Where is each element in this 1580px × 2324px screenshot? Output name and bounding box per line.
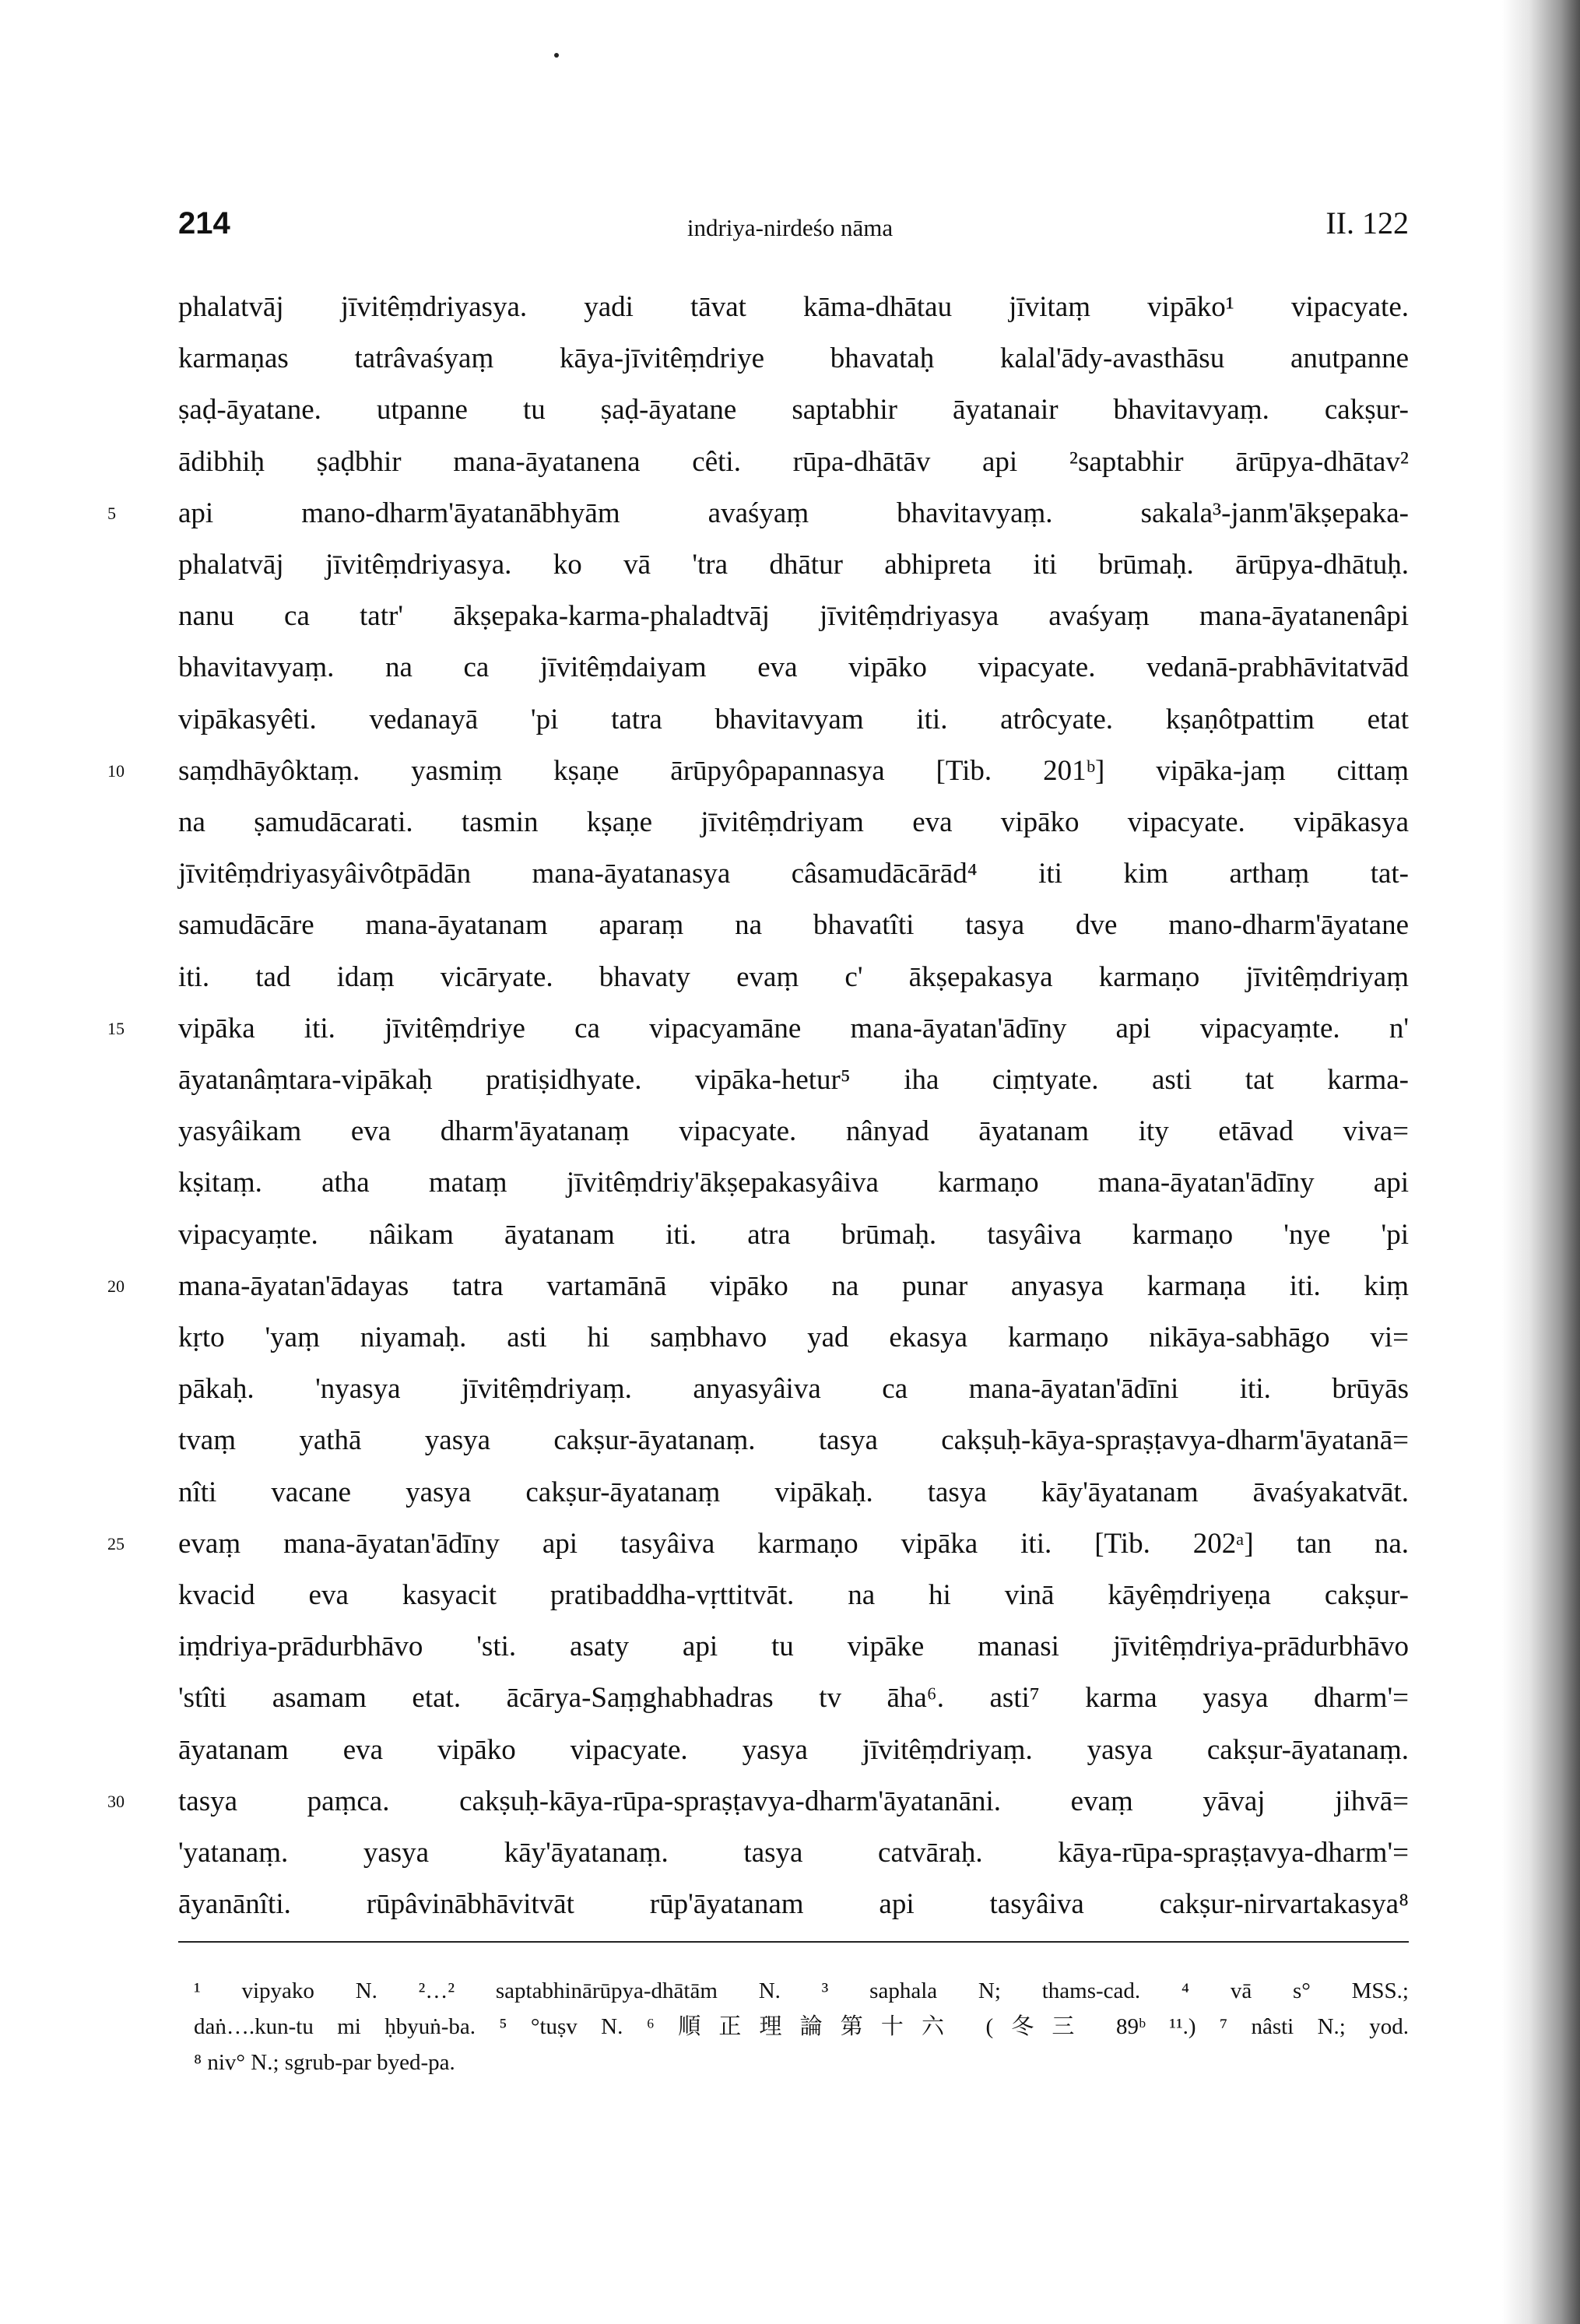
- text-line: na ṣamudācarati. tasmin kṣaṇe jīvitêṃdriyam eva vipāko vipacyate. vipākasya: [178, 806, 1409, 838]
- text-line: 'yatanaṃ. yasya kāy'āyatanaṃ. tasya catvāraḥ. kāya-rūpa-spraṣṭavya-dharm'=: [178, 1837, 1409, 1869]
- footnote-line: ¹ vipyako N. ²…² saptabhinārūpya-dhātām N. ³ saphala N; thams-cad. ⁴ vā s° MSS.;: [194, 1978, 1409, 2003]
- section-reference: II. 122: [1325, 205, 1409, 240]
- text-line: āyatanâṃtara-vipākaḥ pratiṣidhyate. vipāka-hetur⁵ iha ciṃtyate. asti tat karma-: [178, 1064, 1409, 1096]
- line-number: 25: [107, 1533, 125, 1553]
- text-line: evaṃ mana-āyatan'ādīny api tasyâiva karmaṇo vipāka iti. [Tib. 202ᵃ] tan na.: [178, 1527, 1409, 1560]
- line-number: 5: [107, 503, 116, 523]
- footnote-line: daṅ….kun-tu mi ḥbyuṅ-ba. ⁵ °tuṣv N. ⁶ 順正理論第十六 (冬三 89ᵇ ¹¹.) ⁷ nâsti N.; yod.: [194, 2014, 1409, 2039]
- text-line: phalatvāj jīvitêṃdriyasya. yadi tāvat kāma-dhātau jīvitaṃ vipāko¹ vipacyate.: [178, 291, 1409, 323]
- line-number: 10: [107, 760, 125, 781]
- text-line: saṃdhāyôktaṃ. yasmiṃ kṣaṇe ārūpyôpapannasya [Tib. 201ᵇ] vipāka-jaṃ cittaṃ: [178, 754, 1409, 787]
- text-line: bhavitavyaṃ. na ca jīvitêṃdaiyam eva vipāko vipacyate. vedanā-prabhāvitatvād: [178, 651, 1409, 684]
- line-number: 30: [107, 1791, 125, 1811]
- text-line: phalatvāj jīvitêṃdriyasya. ko vā 'tra dhātur abhipreta iti brūmaḥ. ārūpya-dhātuḥ.: [178, 549, 1409, 581]
- text-line: jīvitêṃdriyasyâivôtpādān mana-āyatanasya câsamudācārād⁴ iti kim arthaṃ tat-: [178, 858, 1409, 890]
- text-line: iṃdriya-prādurbhāvo 'sti. asaty api tu vipāke manasi jīvitêṃdriya-prādurbhāvo: [178, 1631, 1409, 1663]
- text-line: iti. tad idaṃ vicāryate. bhavaty evaṃ c' ākṣepakasya karmaṇo jīvitêṃdriyaṃ: [178, 960, 1409, 993]
- text-line: 'stîti asamam etat. ācārya-Saṃghabhadras tv āha⁶. asti⁷ karma yasya dharm'=: [178, 1682, 1409, 1715]
- text-line: āyatanam eva vipāko vipacyate. yasya jīvitêṃdriyaṃ. yasya cakṣur-āyatanaṃ.: [178, 1733, 1409, 1766]
- running-title: indriya-nirdeśo nāma: [686, 214, 894, 241]
- text-line: vipāka iti. jīvitêṃdriye ca vipacyamāne mana-āyatan'ādīny api vipacyaṃte. n': [178, 1012, 1409, 1044]
- text-line: kvacid eva kasyacit pratibaddha-vṛttitvāt. na hi vinā kāyêṃdriyeṇa cakṣur-: [178, 1579, 1409, 1611]
- text-line: samudācāre mana-āyatanam aparaṃ na bhavatîti tasya dve mano-dharm'āyatane: [178, 909, 1409, 942]
- text-line: vipacyaṃte. nâikam āyatanam iti. atra brūmaḥ. tasyâiva karmaṇo 'nye 'pi: [178, 1218, 1409, 1251]
- text-line: ādibhiḥ ṣaḍbhir mana-āyatanena cêti. rūpa-dhātāv api ²saptabhir ārūpya-dhātav²: [178, 445, 1409, 478]
- text-line: nanu ca tatr' ākṣepaka-karma-phaladtvāj jīvitêṃdriyasya avaśyaṃ mana-āyatanenâpi: [178, 600, 1409, 633]
- text-line: vipākasyêti. vedanayā 'pi tatra bhavitavyam iti. atrôcyate. kṣaṇôtpattim etat: [178, 703, 1409, 735]
- text-line: kṛto 'yaṃ niyamaḥ. asti hi saṃbhavo yad ekasya karmaṇo nikāya-sabhāgo vi=: [178, 1322, 1409, 1353]
- text-line: ṣaḍ-āyatane. utpanne tu ṣaḍ-āyatane saptabhir āyatanair bhavitavyaṃ. cakṣur-: [178, 394, 1409, 427]
- text-line: pākaḥ. 'nyasya jīvitêṃdriyaṃ. anyasyâiva ca mana-āyatan'ādīni iti. brūyās: [178, 1373, 1409, 1406]
- text-line: mana-āyatan'ādayas tatra vartamānā vipāko na punar anyasya karmaṇa iti. kiṃ: [178, 1269, 1409, 1302]
- footnote-divider: [178, 1941, 1409, 1943]
- line-number: 20: [107, 1276, 125, 1296]
- scan-speck: [554, 53, 559, 58]
- text-line: karmaṇas tatrâvaśyaṃ kāya-jīvitêṃdriye bhavataḥ kalal'ādy-avasthāsu anutpanne: [178, 342, 1409, 375]
- text-line: nîti vacane yasya cakṣur-āyatanaṃ vipākaḥ. tasya kāy'āyatanam āvaśyakatvāt.: [178, 1476, 1409, 1508]
- line-number: 15: [107, 1018, 125, 1038]
- scan-shadow-edge: [1502, 0, 1580, 2324]
- page-number: 214: [178, 206, 230, 240]
- text-line: tasya paṃca. cakṣuḥ-kāya-rūpa-spraṣṭavya-dharm'āyatanāni. evaṃ yāvaj jihvā=: [178, 1785, 1409, 1817]
- text-line: api mano-dharm'āyatanābhyām avaśyaṃ bhavitavyaṃ. sakala³-janm'ākṣepaka-: [178, 497, 1409, 529]
- text-line: āyanānîti. rūpâvinābhāvitvāt rūp'āyatanam api tasyâiva cakṣur-nirvartakasya⁸: [178, 1888, 1409, 1921]
- text-line: kṣitaṃ. atha mataṃ jīvitêṃdriy'ākṣepakasyâiva karmaṇo mana-āyatan'ādīny api: [178, 1167, 1409, 1199]
- text-line: yasyâikam eva dharm'āyatanaṃ vipacyate. nânyad āyatanam ity etāvad viva=: [178, 1115, 1409, 1148]
- text-line: tvaṃ yathā yasya cakṣur-āyatanaṃ. tasya cakṣuḥ-kāya-spraṣṭavya-dharm'āyatanā=: [178, 1424, 1409, 1457]
- footnote-line: ⁸ niv° N.; sgrub-par byed-pa.: [194, 2050, 455, 2075]
